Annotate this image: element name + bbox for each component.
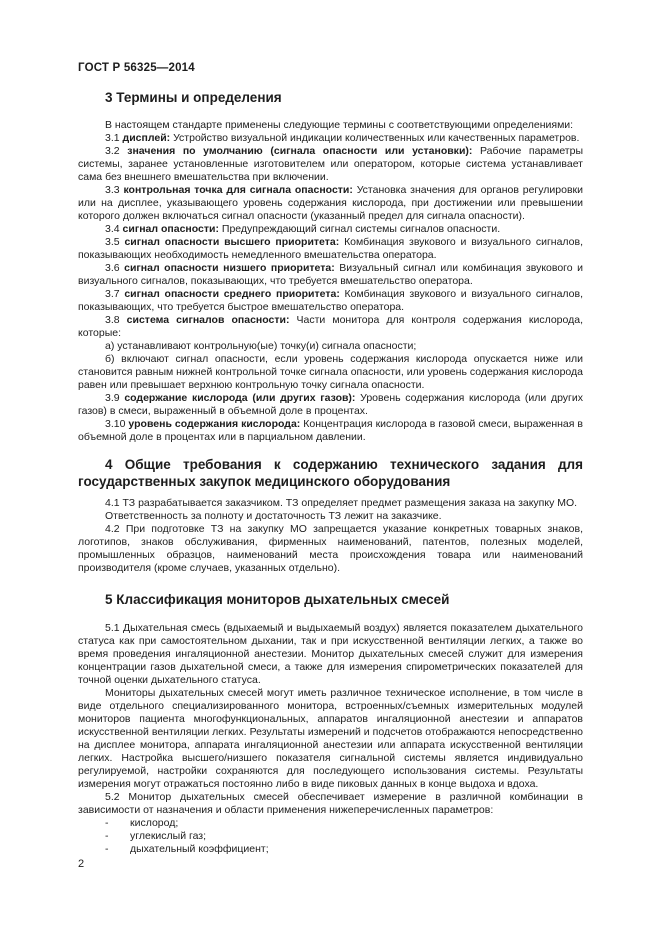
term-name: сигнал опасности низшего приоритета: bbox=[124, 262, 335, 274]
clause-3-10 bbox=[78, 418, 583, 444]
section-3-title: 3 Термины и определения bbox=[105, 90, 282, 105]
section-4-title bbox=[78, 456, 583, 490]
clause-5-1-cont: Мониторы дыхательных смесей могут иметь различное техническое исполнение, в том числе в виде отдельного специализированного монитора, встроенных/съемных измерительных модулей мониторов пациента многофункциональных, аппаратов ингаляционной анестезии и аппаратов искусственной вентиляции легких. Результаты измерений и подсчетов отображаются непосредственно на дисплее монитора, аппарата ингаляционной анестезии или аппарата искусственной вентиляции легких. Настройка высшего/низшего показателя сигнальной системы является индивидуально регулируемой, настройки сохраняются для последующего использования системы. Результаты измерения могут отражаться постоянно либо в виде пиковых данных в конце выдоха и вдоха. bbox=[78, 687, 583, 790]
term-definition: Концентрация кислорода в газовой смеси, выраженная в объемной доле в процентах или в парциальном давлении. bbox=[78, 418, 583, 443]
clause-3-3 bbox=[78, 184, 583, 223]
list-item-label: кислород; bbox=[130, 817, 179, 829]
clause-number: 3.6 bbox=[105, 262, 120, 274]
clause-3-6 bbox=[78, 262, 583, 288]
clause-3-8-item-a: а) устанавливают контрольную(ые) точку(и) сигнала опасности; bbox=[105, 340, 417, 352]
list-item-oxygen bbox=[78, 817, 583, 830]
term-name: сигнал опасности высшего приоритета: bbox=[124, 236, 340, 248]
clause-3-9 bbox=[78, 392, 583, 418]
term-name: уровень содержания кислорода: bbox=[128, 418, 301, 430]
term-definition: Части монитора для контроля содержания кислорода, которые: bbox=[78, 314, 583, 339]
clause-number: 3.8 bbox=[105, 314, 120, 326]
clause-number: 3.10 bbox=[105, 418, 126, 430]
section-4-title-line2: государственных закупок медицинского оборудования bbox=[78, 474, 451, 489]
clause-number: 3.1 bbox=[105, 132, 120, 144]
term-definition: Комбинация звукового и визуального сигналов, показывающих необходимость немедленного вмешательства оператора. bbox=[78, 236, 584, 261]
term-name: значения по умолчанию (сигнала опасности или установки): bbox=[127, 145, 473, 157]
clause-5-2: 5.2 Монитор дыхательных смесей обеспечивает измерение в различной комбинации в зависимости от назначения и области применения нижеперечисленных параметров: bbox=[78, 791, 583, 816]
clause-number: 3.5 bbox=[105, 236, 120, 248]
term-definition: Устройство визуальной индикации количественных или качественных параметров. bbox=[173, 132, 580, 144]
clause-number: 3.2 bbox=[105, 145, 120, 157]
clause-number: 3.9 bbox=[105, 392, 120, 404]
dash-marker: - bbox=[105, 843, 109, 855]
term-name: дисплей: bbox=[122, 132, 171, 144]
term-definition: Комбинация звукового и визуального сигналов, показывающих, что требуется быстрое вмешательство оператора. bbox=[78, 288, 583, 313]
term-name: контрольная точка для сигнала опасности: bbox=[123, 184, 353, 196]
clause-number: 3.4 bbox=[105, 223, 120, 235]
section-5-title: 5 Классификация мониторов дыхательных смесей bbox=[105, 592, 450, 607]
term-definition: Рабочие параметры системы, заранее установленные изготовителем или оператором, которые система устанавливает сама без внешнего вмешательства при включении. bbox=[78, 145, 584, 183]
clause-5-1: 5.1 Дыхательная смесь (вдыхаемый и выдыхаемый воздух) является показателем дыхательного статуса как при самостоятельном дыхании, так и при искусственной вентиляции легких, а также во время проведения ингаляционной анестезии. Монитор дыхательных смесей служит для измерения концентрации газов дыхательной смеси, а также для измерения спирометрических показателей для точной оценки дыхательного статуса. bbox=[78, 622, 583, 686]
section-3-intro: В настоящем стандарте применены следующие термины с соответствующими определениями: bbox=[105, 119, 574, 131]
clause-3-1 bbox=[78, 132, 583, 145]
list-item-co2 bbox=[78, 830, 583, 843]
term-definition: Установка значения для органов регулировки или на дисплее, указывающего уровень содержания кислорода, при достижении или превышении которого должен включаться сигнал опасности (указанный предел для сигнала опасности). bbox=[78, 184, 583, 222]
clause-number: 3.7 bbox=[105, 288, 120, 300]
term-definition: Уровень содержания кислорода (или других газов) в смеси, выраженный в объемной доле в процентах. bbox=[78, 392, 583, 417]
clause-3-4 bbox=[78, 223, 583, 236]
term-definition: Предупреждающий сигнал системы сигналов опасности. bbox=[221, 223, 501, 235]
clause-3-8 bbox=[78, 314, 583, 340]
clause-3-5 bbox=[78, 236, 583, 262]
clause-3-7 bbox=[78, 288, 583, 314]
clause-3-8-item-b: б) включают сигнал опасности, если уровень содержания кислорода опускается ниже или становится равным нижней контрольной точке сигнала опасности, или уровень содержания кислорода равен или превышает верхнюю контрольную точку сигнала опасности. bbox=[78, 353, 583, 391]
list-item-label: дыхательный коэффициент; bbox=[130, 843, 269, 855]
term-name: система сигналов опасности: bbox=[126, 314, 290, 326]
dash-marker: - bbox=[105, 830, 109, 842]
term-name: содержание кислорода (или других газов): bbox=[124, 392, 356, 404]
clause-4-2: 4.2 При подготовке ТЗ на закупку МО запрещается указание конкретных товарных знаков, логотипов, знаков обслуживания, фирменных наименований, патентов, полезных моделей, промышленных образцов, наименований места происхождения товара или наименований производителя (кроме случаев, указанных отдельно). bbox=[78, 523, 583, 574]
page-number: 2 bbox=[78, 858, 85, 870]
clause-3-2 bbox=[78, 145, 583, 184]
dash-marker: - bbox=[105, 817, 109, 829]
clause-number: 3.3 bbox=[105, 184, 120, 196]
page-content bbox=[78, 62, 583, 856]
document-code: ГОСТ Р 56325—2014 bbox=[78, 62, 195, 74]
list-item-respiratory-quotient bbox=[78, 843, 583, 856]
clause-4-1-cont: Ответственность за полноту и достаточность ТЗ лежит на заказчике. bbox=[105, 510, 442, 522]
term-definition: Визуальный сигнал или комбинация звукового и визуального сигналов, показывающих, что требуется вмешательство оператора. bbox=[78, 262, 583, 287]
clause-4-1: 4.1 ТЗ разрабатывается заказчиком. ТЗ определяет предмет размещения заказа на закупку МО. bbox=[105, 497, 578, 509]
section-4-title-line1: 4 Общие требования к содержанию технического задания для bbox=[105, 457, 583, 472]
list-item-label: углекислый газ; bbox=[130, 830, 207, 842]
term-name: сигнал опасности среднего приоритета: bbox=[124, 288, 340, 300]
term-name: сигнал опасности: bbox=[122, 223, 219, 235]
